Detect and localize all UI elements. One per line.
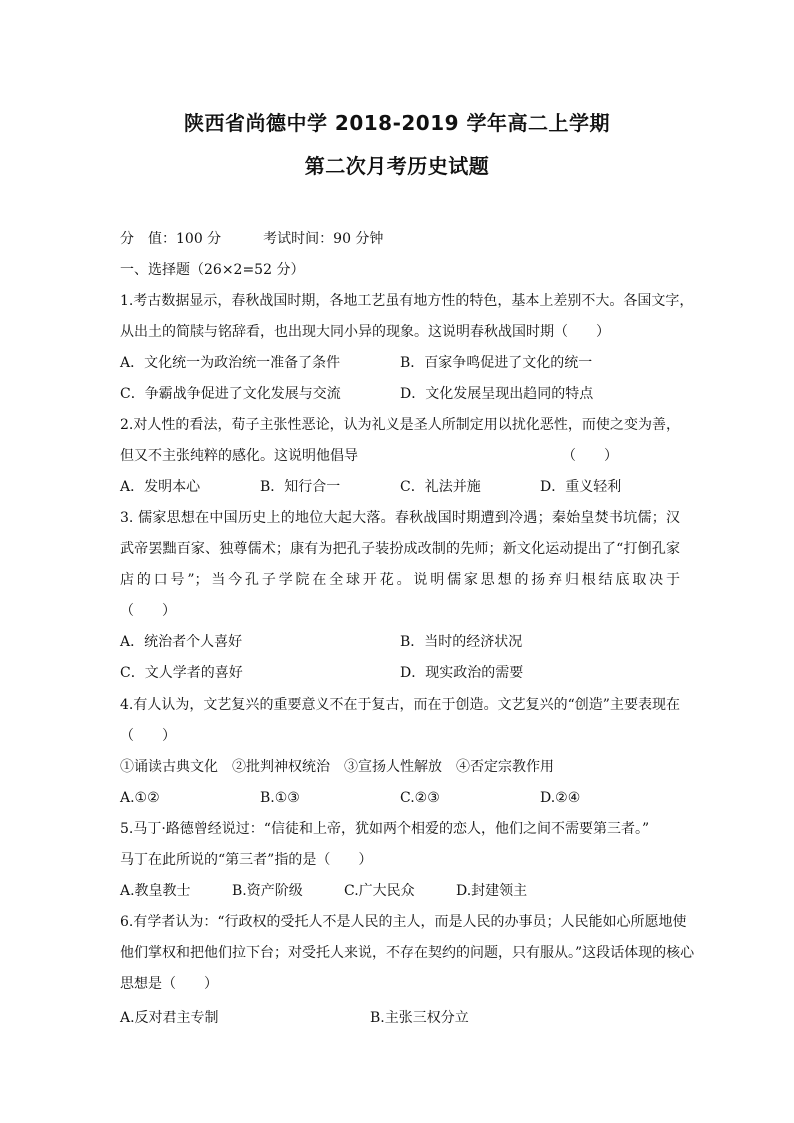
question-5-option-a: A.教皇教士 bbox=[120, 883, 191, 899]
question-3-option-d: D．现实政治的需要 bbox=[400, 665, 524, 681]
page-subtitle: 第二次月考历史试题 bbox=[304, 154, 490, 178]
question-4-answer-blank: （ ） bbox=[120, 728, 176, 744]
question-2-stem-line-2: 但又不主张纯粹的感化。这说明他倡导 bbox=[120, 448, 358, 464]
question-4-option-a: A.①② bbox=[120, 790, 160, 806]
question-1-option-a: A．文化统一为政治统一准备了条件 bbox=[120, 355, 341, 371]
question-3-stem-line-1: 3. 儒家思想在中国历史上的地位大起大落。春秋战国时期遭到冷遇；秦始皇焚书坑儒；汉 bbox=[120, 510, 680, 526]
question-2-option-d: D．重义轻利 bbox=[540, 479, 622, 495]
question-2-option-a: A．发明本心 bbox=[120, 479, 201, 495]
question-1-option-d: D．文化发展呈现出趋同的特点 bbox=[400, 386, 594, 402]
question-1-option-b: B．百家争鸣促进了文化的统一 bbox=[400, 355, 593, 371]
question-2-stem-line-1: 2.对人性的看法，荀子主张性恶论，认为礼义是圣人所制定用以扰化恶性，而使之变为善， bbox=[120, 417, 680, 433]
question-5-option-b: B.资产阶级 bbox=[232, 883, 303, 899]
question-4-statements: ①诵读古典文化 ②批判神权统治 ③宣扬人性解放 ④否定宗教作用 bbox=[120, 759, 554, 775]
question-2-option-c: C．礼法并施 bbox=[400, 479, 481, 495]
question-6-stem-line-1: 6.有学者认为：“行政权的受托人不是人民的主人，而是人民的办事员；人民能如心所愿地使 bbox=[120, 914, 687, 930]
score-time-info: 分 值：100 分 考试时间：90 分钟 bbox=[120, 231, 384, 247]
question-3-answer-blank: （ ） bbox=[120, 603, 176, 619]
question-3-option-c: C．文人学者的喜好 bbox=[120, 665, 243, 681]
question-3-stem-line-2: 武帝罢黜百家、独尊儒术；康有为把孔子装扮成改制的先师；新文化运动提出了“打倒孔家 bbox=[120, 541, 680, 557]
question-6-option-b: B.主张三权分立 bbox=[370, 1010, 469, 1026]
question-5-stem-line-2: 马丁在此所说的“第三者”指的是（ ） bbox=[120, 852, 373, 868]
question-6-stem-line-2: 他们掌权和把他们拉下台；对受托人来说，不存在契约的问题，只有服从。”这段话体现的核心 bbox=[120, 945, 695, 961]
page-title: 陕西省尚德中学 2018-2019 学年高二上学期 bbox=[183, 111, 611, 135]
question-3-option-a: A．统治者个人喜好 bbox=[120, 634, 243, 650]
question-6-option-a: A.反对君主专制 bbox=[120, 1010, 219, 1026]
question-1-stem-line-1: 1.考古数据显示，春秋战国时期，各地工艺虽有地方性的特色，基本上差别不大。各国文字， bbox=[120, 293, 694, 309]
question-4-option-c: C.②③ bbox=[400, 790, 440, 806]
question-3-stem-line-3: 店的口号”；当今孔子学院在全球开花。说明儒家思想的扬弃归根结底取决于 bbox=[120, 572, 680, 588]
question-5-option-c: C.广大民众 bbox=[344, 883, 415, 899]
question-3-option-b: B．当时的经济状况 bbox=[400, 634, 523, 650]
question-4-option-d: D.②④ bbox=[540, 790, 581, 806]
question-6-stem-line-3: 思想是（ ） bbox=[120, 976, 218, 992]
question-4-stem-line-1: 4.有人认为，文艺复兴的重要意义不在于复古，而在于创造。文艺复兴的“创造”主要表现在 bbox=[120, 697, 680, 713]
question-1-stem-line-2: 从出土的简牍与铭辞看，也出现大同小异的现象。这说明春秋战国时期（ ） bbox=[120, 324, 610, 340]
question-1-option-c: C．争霸战争促进了文化发展与交流 bbox=[120, 386, 341, 402]
question-4-option-b: B.①③ bbox=[260, 790, 300, 806]
question-2-answer-blank: （ ） bbox=[562, 448, 618, 464]
question-5-stem-line-1: 5.马丁·路德曾经说过：“信徒和上帝，犹如两个相爱的恋人，他们之间不需要第三者。” bbox=[120, 821, 650, 837]
section-heading: 一、选择题（26×2=52 分） bbox=[120, 262, 305, 278]
question-2-option-b: B．知行合一 bbox=[260, 479, 341, 495]
question-5-option-d: D.封建领主 bbox=[456, 883, 528, 899]
